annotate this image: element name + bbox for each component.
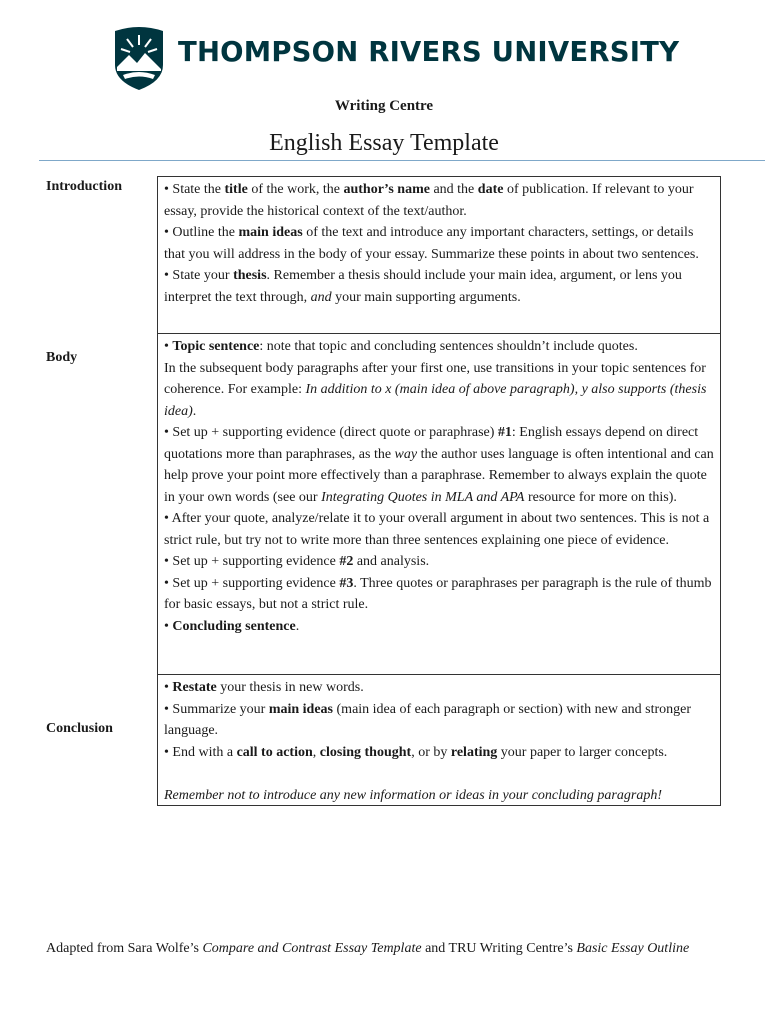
title-divider — [39, 160, 765, 161]
spacer — [164, 763, 714, 785]
introduction-box — [157, 176, 721, 334]
university-name: THOMPSON RIVERS UNIVERSITY — [178, 36, 680, 68]
body-point-topic-sentence: • Topic sentence: note that topic and concluding sentences shouldn’t include quotes. — [164, 339, 638, 354]
body-transitions-note: In the subsequent body paragraphs after your first one, use transitions in your topic sentences for coherence. For example: In addition to x (main idea of above paragraph), y also supports (thesis idea). — [164, 360, 707, 419]
body-point-evidence-2: • Set up + supporting evidence #2 and analysis. — [164, 554, 430, 569]
body-point-evidence-3: • Set up + supporting evidence #3. Three quotes or paraphrases per paragraph is the rule of thumb for basic essays, but not a strict rule. — [164, 575, 712, 612]
page-title: English Essay Template — [269, 130, 499, 156]
conclusion-point-end: • End with a call to action, closing thought, or by relating your paper to larger concepts. — [164, 744, 668, 760]
section-label-introduction: Introduction — [46, 179, 122, 194]
body-point-evidence-1: • Set up + supporting evidence (direct quote or paraphrase) #1: English essays depend on direct quotations more than paraphrases, as the way the author uses language is often intentional and can help prove your point more effectively than a paraphrase. Remember to always explain the quote in your own words (see our Integrating Quotes in MLA and APA resource for more on this). — [164, 425, 714, 505]
conclusion-point-restate: • Restate your thesis in new words. — [164, 680, 364, 695]
tru-logo-icon — [113, 25, 165, 91]
section-label-conclusion: Conclusion — [46, 721, 113, 736]
intro-point-main-ideas: • Outline the main ideas of the text and introduce any important characters, settings, or details that you will address in the body of your essay. Summarize these points in about two sentences. — [164, 225, 699, 262]
body-box — [157, 333, 721, 675]
conclusion-reminder: Remember not to introduce any new information or ideas in your concluding paragraph! — [164, 787, 662, 803]
page-header — [0, 0, 768, 156]
intro-point-title: • State the title of the work, the author’s name and the date of publication. If relevant to your essay, provide the historical context of the text/author. — [164, 182, 694, 219]
conclusion-point-summarize: • Summarize your main ideas (main idea of each paragraph or section) with new and stronger language. — [164, 701, 692, 738]
body-point-concluding-sentence: • Concluding sentence. — [164, 618, 300, 634]
attribution-footer: Adapted from Sara Wolfe’s Compare and Contrast Essay Template and TRU Writing Centre’s Basic Essay Outline — [46, 941, 690, 956]
body-point-analysis: • After your quote, analyze/relate it to your overall argument in about two sentences. This is not a strict rule, but try not to write more than three sentences explaining one piece of evidence. — [164, 511, 710, 548]
intro-point-thesis: • State your thesis. Remember a thesis should include your main idea, argument, or lens you interpret the text through, and your main supporting arguments. — [164, 268, 682, 305]
writing-centre-heading: Writing Centre — [334, 98, 434, 114]
section-label-body: Body — [46, 350, 78, 365]
conclusion-box — [157, 674, 721, 806]
